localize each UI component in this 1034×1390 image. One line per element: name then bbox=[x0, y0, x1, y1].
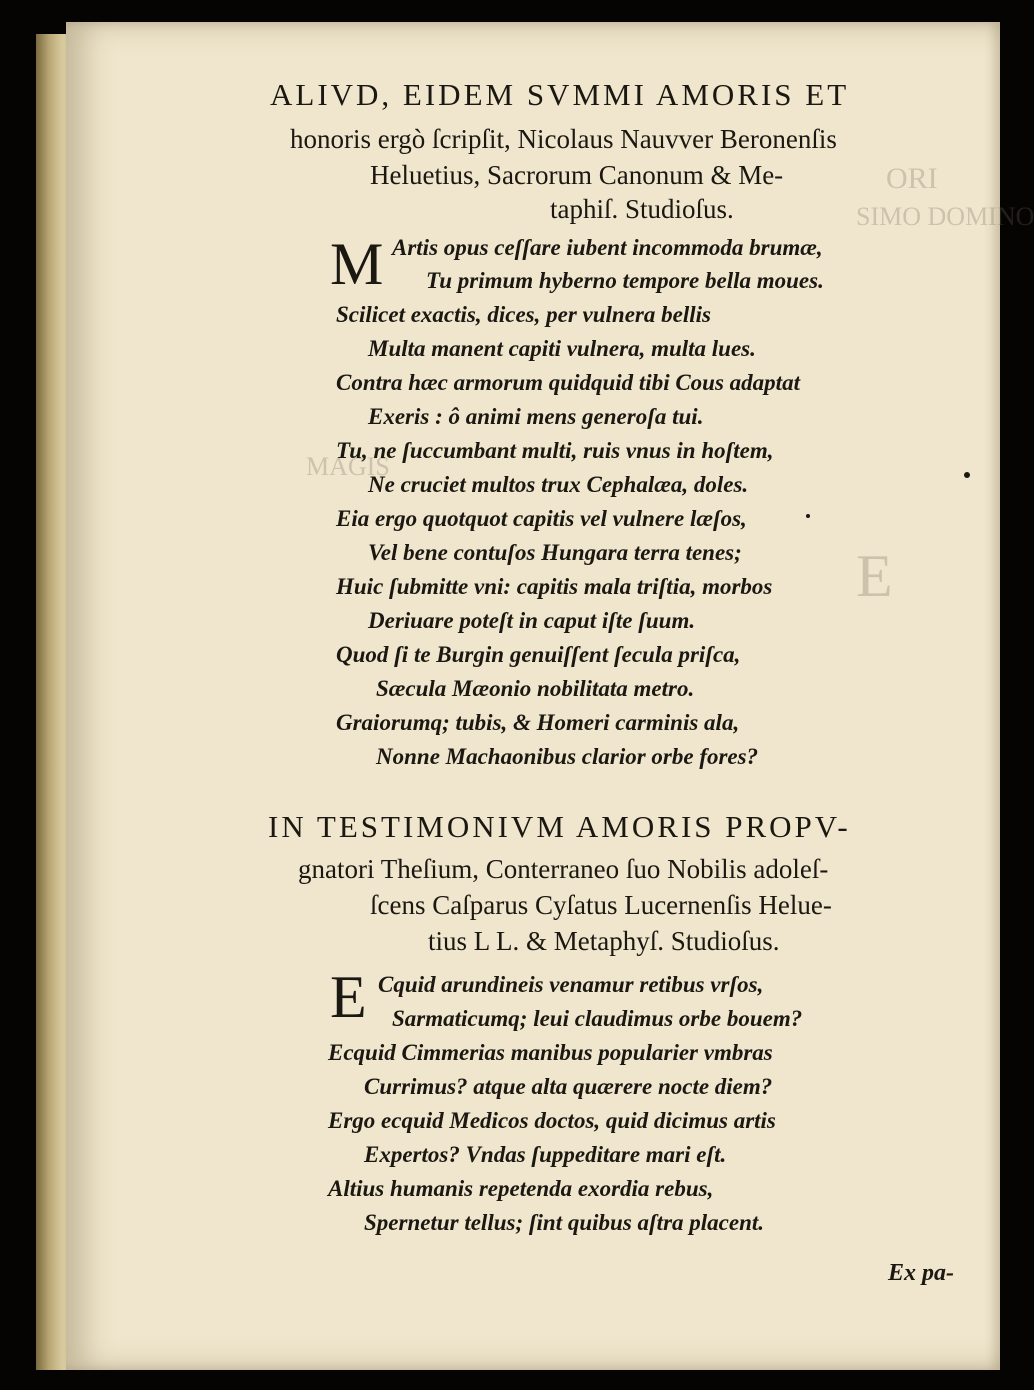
section1-verse: Contra hæc armorum quidquid tibi Cous adaptat bbox=[336, 370, 800, 395]
catchword: Ex pa- bbox=[888, 1260, 954, 1286]
section2-verse: Spernetur tellus; ſint quibus aſtra placent. bbox=[364, 1210, 765, 1235]
section1-verse: Multa manent capiti vulnera, multa lues. bbox=[368, 336, 756, 361]
section1-verse: Ne cruciet multos trux Cephalæa, doles. bbox=[368, 472, 749, 497]
book-page bbox=[66, 22, 1034, 1370]
ink-speck bbox=[806, 514, 810, 518]
section2-verse: Currimus? atque alta quærere nocte diem? bbox=[364, 1074, 773, 1099]
section1-verse: Quod ſi te Burgin genuiſſent ſecula priſca, bbox=[336, 642, 741, 667]
section2-verse: Altius humanis repetenda exordia rebus, bbox=[328, 1176, 714, 1201]
section1-heading-line3: Heluetius, Sacrorum Canonum & Me- bbox=[370, 160, 784, 190]
section2-heading-line2: gnatori Theſium, Conterraneo ſuo Nobilis adoleſ- bbox=[298, 854, 829, 884]
section1-verse: Graiorumq; tubis, & Homeri carminis ala, bbox=[336, 710, 740, 735]
section1-verse: Sæcula Mæonio nobilitata metro. bbox=[376, 676, 695, 701]
ink-speck bbox=[964, 472, 970, 478]
section2-heading-line1: IN TESTIMONIVM AMORIS PROPV- bbox=[268, 809, 851, 844]
section1-dropcap: M bbox=[330, 231, 384, 297]
section1-verse: Eia ergo quotquot capitis vel vulnere læſos, bbox=[336, 506, 747, 531]
section2-heading-line4: tius L L. & Metaphyſ. Studioſus. bbox=[428, 926, 780, 956]
section2-dropcap: E bbox=[330, 964, 367, 1030]
section1-heading-line2: honoris ergò ſcripſit, Nicolaus Nauvver Beronenſis bbox=[290, 124, 837, 154]
section2-verse: Expertos? Vndas ſuppeditare mari eſt. bbox=[364, 1142, 727, 1167]
section1-verse: Deriuare poteſt in caput iſte ſuum. bbox=[368, 608, 696, 633]
bleed-through-text: ORI bbox=[886, 162, 938, 195]
section1-verse: Huic ſubmitte vni: capitis mala triſtia, morbos bbox=[336, 574, 773, 599]
section1-verse: Artis opus ceſſare iubent incommoda brumæ, bbox=[392, 235, 823, 260]
section1-heading-line4: taphiſ. Studioſus. bbox=[550, 194, 734, 224]
section2-verse: Sarmaticumq; leui claudimus orbe bouem? bbox=[392, 1006, 803, 1031]
section1-verse: Exeris : ô animi mens generoſa tui. bbox=[368, 404, 704, 429]
section1-verse: Nonne Machaonibus clarior orbe fores? bbox=[376, 744, 759, 769]
bleed-through-text: E bbox=[856, 543, 893, 609]
section2-verse: Cquid arundineis venamur retibus vrſos, bbox=[378, 972, 764, 997]
section1-heading-line1: ALIVD, EIDEM SVMMI AMORIS ET bbox=[270, 77, 850, 112]
section1-verse: Scilicet exactis, dices, per vulnera bellis bbox=[336, 302, 711, 327]
bleed-through-text: SIMO DOMINO bbox=[856, 202, 1034, 231]
section2-heading-line3: ſcens Caſparus Cyſatus Lucernenſis Helue- bbox=[370, 890, 832, 920]
section1-verse: Vel bene contuſos Hungara terra tenes; bbox=[368, 540, 742, 565]
bleed-through-text: MAGIS bbox=[306, 452, 390, 481]
section2-verse: Ergo ecquid Medicos doctos, quid dicimus artis bbox=[328, 1108, 776, 1133]
section1-verse: Tu, ne ſuccumbant multi, ruis vnus in hoſtem, bbox=[336, 438, 774, 463]
section1-verse: Tu primum hyberno tempore bella moues. bbox=[426, 268, 824, 293]
section2-verse: Ecquid Cimmerias manibus popularier vmbras bbox=[328, 1040, 773, 1065]
